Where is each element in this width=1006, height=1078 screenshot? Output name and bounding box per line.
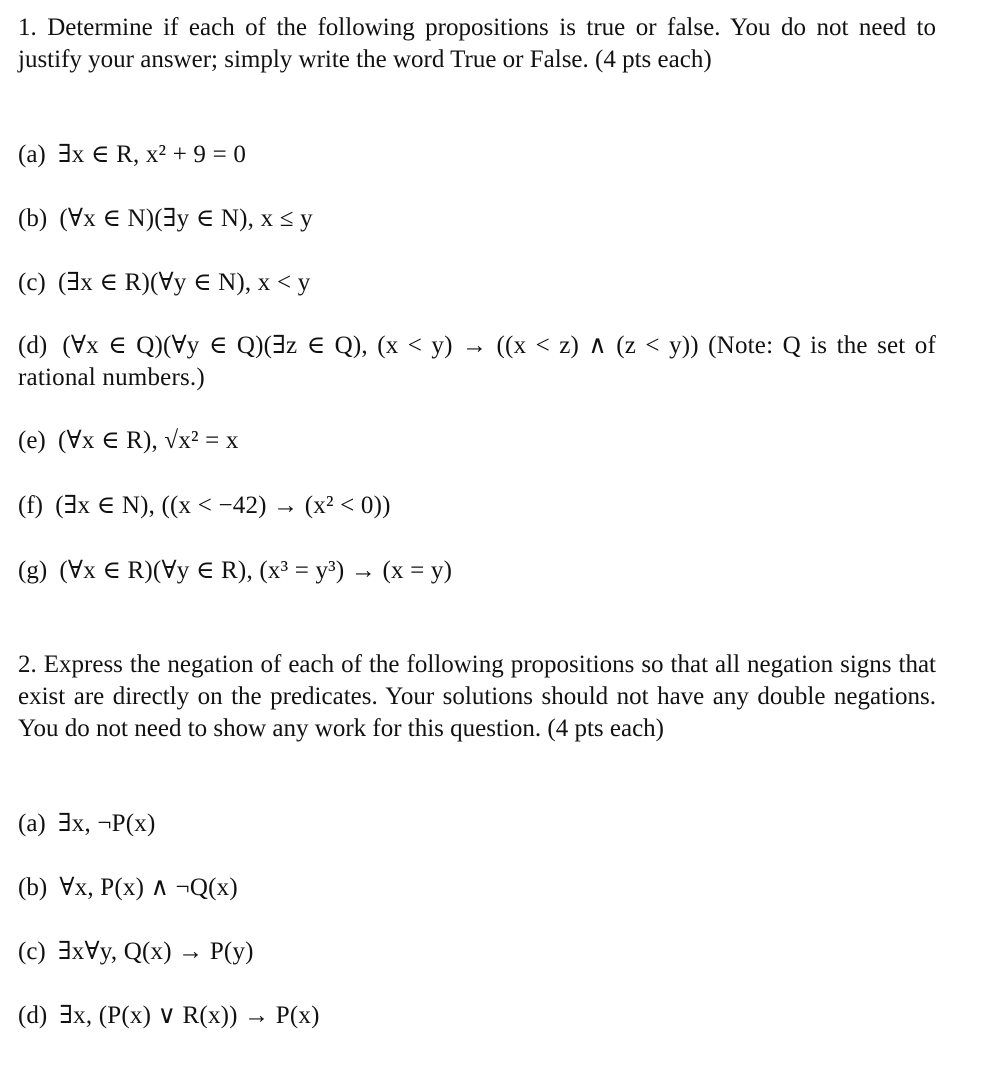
- q1-item-g-label: (g): [18, 557, 48, 584]
- q2-item-c: [18, 936, 936, 968]
- question-2-intro: 2. Express the negation of each of the following propositions so that all negation signs that exist are directly on the predicates. Your solutions should not have any double negations. You do not need to show any work for this question. (4 pts each): [18, 651, 936, 742]
- q1-item-e: [18, 425, 936, 457]
- q1-item-f: [18, 490, 936, 522]
- q1-item-d-label: (d): [18, 332, 48, 359]
- q1-item-e-label: (e): [18, 427, 46, 454]
- q1-item-b-expr: (∀x ∈ N)(∃y ∈ N), x ≤ y: [59, 205, 313, 232]
- q2-item-a: [18, 808, 936, 840]
- q1-item-c-label: (c): [18, 269, 46, 296]
- q2-item-b: [18, 872, 936, 904]
- q1-item-g: [18, 555, 936, 587]
- q1-item-d-expr: (∀x ∈ Q)(∀y ∈ Q)(∃z ∈ Q), (x < y) → ((x < z) ∧ (z < y)) (Note: Q is the set of rational numbers.): [18, 332, 937, 391]
- q2-item-a-expr: ∃x, ¬P(x): [58, 810, 156, 837]
- q2-item-c-expr: ∃x∀y, Q(x) → P(y): [58, 938, 254, 965]
- q1-item-e-expr: (∀x ∈ R), √x² = x: [58, 427, 239, 454]
- q1-item-b-label: (b): [18, 205, 48, 232]
- q2-item-d: [18, 1000, 936, 1032]
- q1-item-a: [18, 139, 936, 171]
- q2-item-b-expr: ∀x, P(x) ∧ ¬Q(x): [59, 874, 238, 901]
- q1-item-f-expr: (∃x ∈ N), ((x < −42) → (x² < 0)): [55, 492, 391, 519]
- q1-item-b: [18, 203, 936, 235]
- q2-item-b-label: (b): [18, 874, 48, 901]
- q2-item-a-label: (a): [18, 810, 46, 837]
- q1-item-c: [18, 267, 936, 299]
- q1-item-d: [18, 330, 936, 394]
- q1-item-f-label: (f): [18, 492, 43, 519]
- q2-item-d-label: (d): [18, 1002, 48, 1029]
- q2-item-c-label: (c): [18, 938, 46, 965]
- question-1-intro: 1. Determine if each of the following propositions is true or false. You do not need to justify your answer; simply write the word True or False. (4 pts each): [18, 14, 936, 73]
- q1-item-c-expr: (∃x ∈ R)(∀y ∈ N), x < y: [58, 269, 311, 296]
- q1-item-g-expr: (∀x ∈ R)(∀y ∈ R), (x³ = y³) → (x = y): [59, 557, 453, 584]
- q1-item-a-expr: ∃x ∈ R, x² + 9 = 0: [58, 141, 247, 168]
- q2-item-d-expr: ∃x, (P(x) ∨ R(x)) → P(x): [59, 1002, 320, 1029]
- q1-item-a-label: (a): [18, 141, 46, 168]
